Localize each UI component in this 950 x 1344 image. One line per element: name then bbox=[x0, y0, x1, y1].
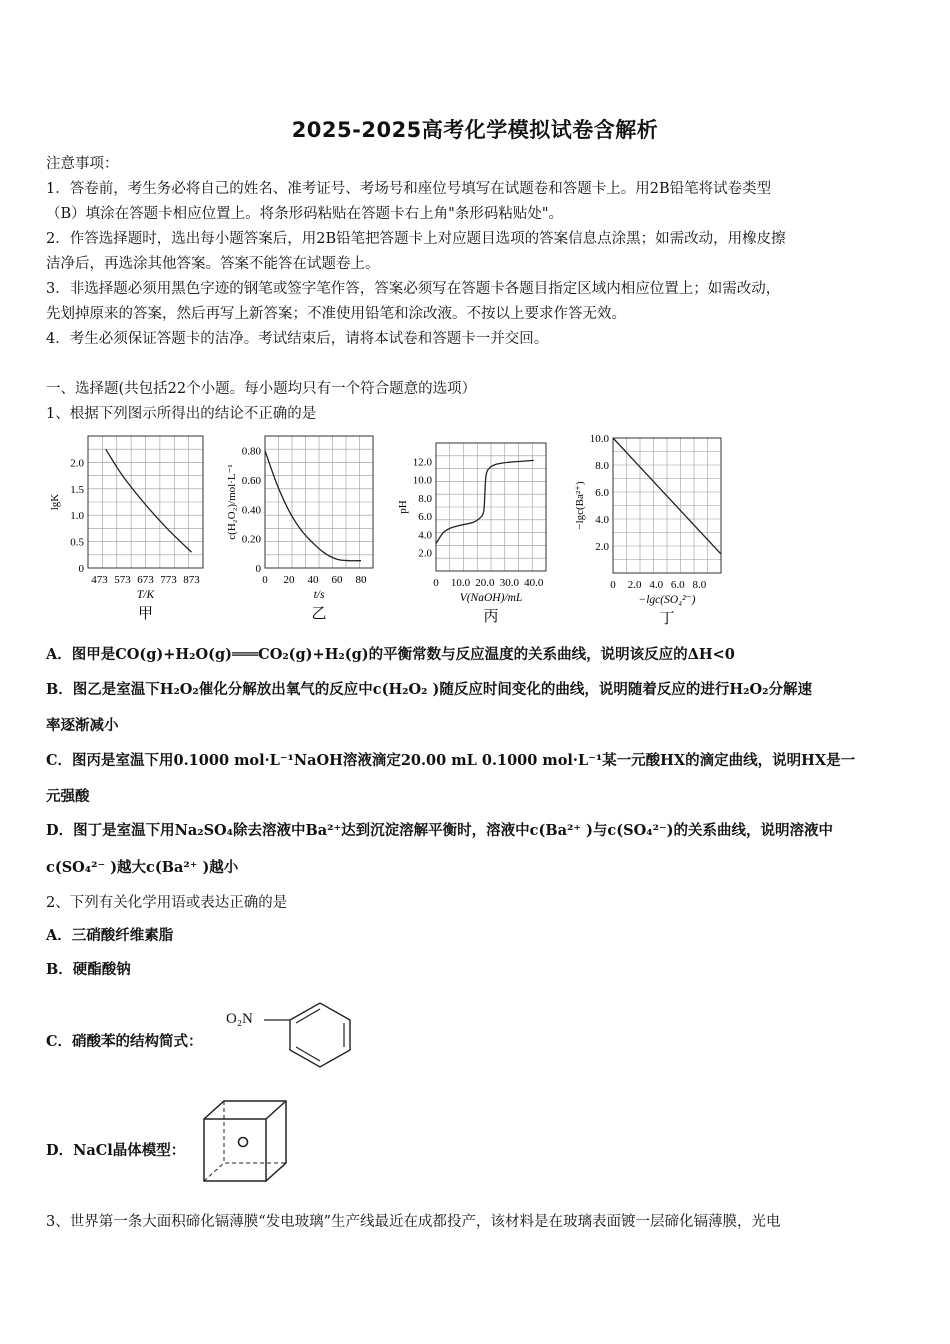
page-title: 2025-2025高考化学模拟试卷含解析 bbox=[291, 118, 659, 142]
q1-option-d-cont: c(SO₄²⁻ )越大c(Ba²⁺ )越小 bbox=[46, 859, 239, 876]
section-heading: 一、选择题(共包括22个小题。每小题均只有一个符合题意的选项） bbox=[46, 381, 477, 397]
y-tick-label: 4.0 bbox=[418, 529, 432, 542]
y-tick-label: 0.60 bbox=[241, 475, 261, 487]
y-tick-label: 6.0 bbox=[595, 487, 609, 499]
y-tick-label: 1.5 bbox=[70, 483, 84, 496]
y-tick-label: 2.0 bbox=[70, 457, 84, 470]
chart-title: 乙 bbox=[311, 606, 327, 622]
chart-title: 丁 bbox=[659, 611, 675, 627]
chart-title: 丙 bbox=[483, 609, 499, 625]
q2-option-a: A．三硝酸纤维素脂 bbox=[46, 927, 174, 944]
y-tick-label: 2.0 bbox=[418, 547, 432, 560]
x-tick-label: 10.0 bbox=[450, 577, 471, 589]
q1-option-b: B．图乙是室温下H₂O₂催化分解放出氧气的反应中c(H₂O₂ )随反应时间变化的曲线，说明随着反应的进行H₂O₂分解速 bbox=[46, 681, 812, 698]
notice-line: 洁净后，再选涂其他答案。答案不能答在试题卷上。 bbox=[46, 256, 380, 272]
y-tick-label: 8.0 bbox=[418, 492, 432, 505]
q3-stem: 3、世界第一条大面积碲化镉薄膜“发电玻璃”生产线最近在成都投产，该材料是在玻璃表面镀一层碲化镉薄膜，光电 bbox=[46, 1214, 781, 1230]
x-tick-label: 473 bbox=[91, 574, 108, 586]
notice-line: 2．作答选择题时，选出每小题答案后，用2B铅笔把答题卡上对应题目选项的答案信息点涂黑；如需改动，用橡皮擦 bbox=[46, 231, 786, 247]
nitro-group-label: O₂N bbox=[226, 1011, 253, 1027]
x-tick-label: 0 bbox=[610, 579, 616, 591]
x-axis-label: T/K bbox=[136, 589, 155, 601]
q1-option-b-cont: 率逐渐减小 bbox=[46, 717, 119, 734]
y-tick-label: 0 bbox=[78, 563, 84, 575]
notice-line: （B）填涂在答题卡相应位置上。将条形码粘贴在答题卡右上角"条形码粘贴处"。 bbox=[46, 206, 563, 222]
x-tick-label: 2.0 bbox=[627, 579, 642, 591]
y-tick-label: 2.0 bbox=[595, 541, 609, 553]
data-series-line bbox=[436, 460, 534, 543]
y-tick-label: 0.40 bbox=[241, 504, 261, 517]
y-axis-label: pH bbox=[397, 500, 409, 514]
x-tick-label: 40.0 bbox=[524, 577, 544, 589]
q2-option-c: C．硝酸苯的结构简式： bbox=[46, 1033, 203, 1050]
x-tick-label: 30.0 bbox=[499, 577, 519, 589]
y-tick-label: 12.0 bbox=[412, 456, 432, 469]
q1-option-a: A．图甲是CO(g)+H₂O(g)═══CO₂(g)+H₂(g)的平衡常数与反应温度的关系曲线，说明该反应的ΔH<0 bbox=[46, 646, 735, 663]
q2-option-d: D．NaCl晶体模型： bbox=[46, 1142, 186, 1159]
y-tick-label: 0 bbox=[255, 563, 261, 575]
notice-heading: 注意事项： bbox=[46, 156, 119, 172]
data-series-line bbox=[106, 449, 192, 552]
x-axis-label: V(NaOH)/mL bbox=[459, 592, 523, 604]
y-tick-label: 10.0 bbox=[412, 474, 432, 487]
x-tick-label: 20 bbox=[283, 574, 295, 586]
q1-figures bbox=[40, 428, 740, 628]
notice-line: 先划掉原来的答案，然后再写上新答案；不准使用铅笔和涂改液。不按以上要求作答无效。 bbox=[46, 306, 626, 322]
notice-line: 1．答卷前，考生务必将自己的姓名、准考证号、考场号和座位号填写在试题卷和答题卡上。用2B铅笔将试卷类型 bbox=[46, 181, 772, 197]
x-tick-label: 60 bbox=[331, 574, 343, 586]
notice-line: 3．非选择题必须用黑色字迹的钢笔或签字笔作答，答案必须写在答题卡各题目指定区域内相应位置上；如需改动， bbox=[46, 281, 781, 297]
y-tick-label: 6.0 bbox=[418, 511, 432, 524]
x-axis-label: t/s bbox=[313, 589, 325, 601]
x-axis-label: −lgc(SO₄²⁻) bbox=[638, 594, 696, 606]
notice-line: 4．考生必须保证答题卡的洁净。考试结束后，请将本试卷和答题卡一并交回。 bbox=[46, 331, 549, 347]
y-tick-label: 0.20 bbox=[241, 533, 261, 546]
x-tick-label: 6.0 bbox=[670, 579, 685, 591]
nacl-crystal-model bbox=[196, 1097, 296, 1189]
y-tick-label: 0.5 bbox=[70, 536, 84, 549]
x-tick-label: 0 bbox=[433, 577, 439, 589]
q1-option-c-cont: 元强酸 bbox=[46, 788, 90, 805]
chart-1 bbox=[49, 436, 203, 622]
data-series-line bbox=[265, 451, 361, 561]
x-tick-label: 873 bbox=[183, 574, 200, 586]
y-tick-label: 1.0 bbox=[70, 510, 84, 523]
y-tick-label: 4.0 bbox=[595, 514, 609, 526]
q1-option-c: C．图丙是室温下用0.1000 mol·L⁻¹NaOH溶液滴定20.00 mL 0.1000 mol·L⁻¹某一元酸HX的滴定曲线，说明HX是一 bbox=[46, 752, 856, 769]
x-tick-label: 20.0 bbox=[475, 577, 495, 589]
chart-3 bbox=[397, 443, 546, 625]
x-tick-label: 0 bbox=[262, 574, 268, 586]
benzene-ring-diagram bbox=[262, 998, 362, 1068]
y-tick-label: 0.80 bbox=[241, 445, 261, 458]
chart-2 bbox=[226, 436, 373, 622]
x-tick-label: 573 bbox=[114, 574, 131, 586]
x-tick-label: 40 bbox=[307, 574, 319, 586]
y-tick-label: 8.0 bbox=[595, 460, 609, 472]
q1-stem: 1、根据下列图示所得出的结论不正确的是 bbox=[46, 406, 317, 422]
chart-4 bbox=[574, 433, 721, 627]
y-axis-label: lgK bbox=[49, 493, 61, 511]
y-tick-label: 10.0 bbox=[589, 433, 609, 445]
x-tick-label: 80 bbox=[355, 574, 367, 586]
y-axis-label: −lgc(Ba²⁺) bbox=[574, 481, 586, 530]
x-tick-label: 8.0 bbox=[692, 579, 707, 591]
x-tick-label: 773 bbox=[160, 574, 177, 586]
y-axis-label: c(H₂O₂)/mol·L⁻¹ bbox=[226, 464, 238, 540]
q2-stem: 2、下列有关化学用语或表达正确的是 bbox=[46, 895, 288, 911]
q2-option-b: B．硬酯酸钠 bbox=[46, 961, 131, 978]
chart-title: 甲 bbox=[137, 606, 154, 622]
q1-option-d: D．图丁是室温下用Na₂SO₄除去溶液中Ba²⁺达到沉淀溶解平衡时，溶液中c(Ba²⁺ )与c(SO₄²⁻)的关系曲线，说明溶液中 bbox=[46, 822, 833, 839]
x-tick-label: 673 bbox=[137, 574, 154, 586]
x-tick-label: 4.0 bbox=[649, 579, 664, 591]
